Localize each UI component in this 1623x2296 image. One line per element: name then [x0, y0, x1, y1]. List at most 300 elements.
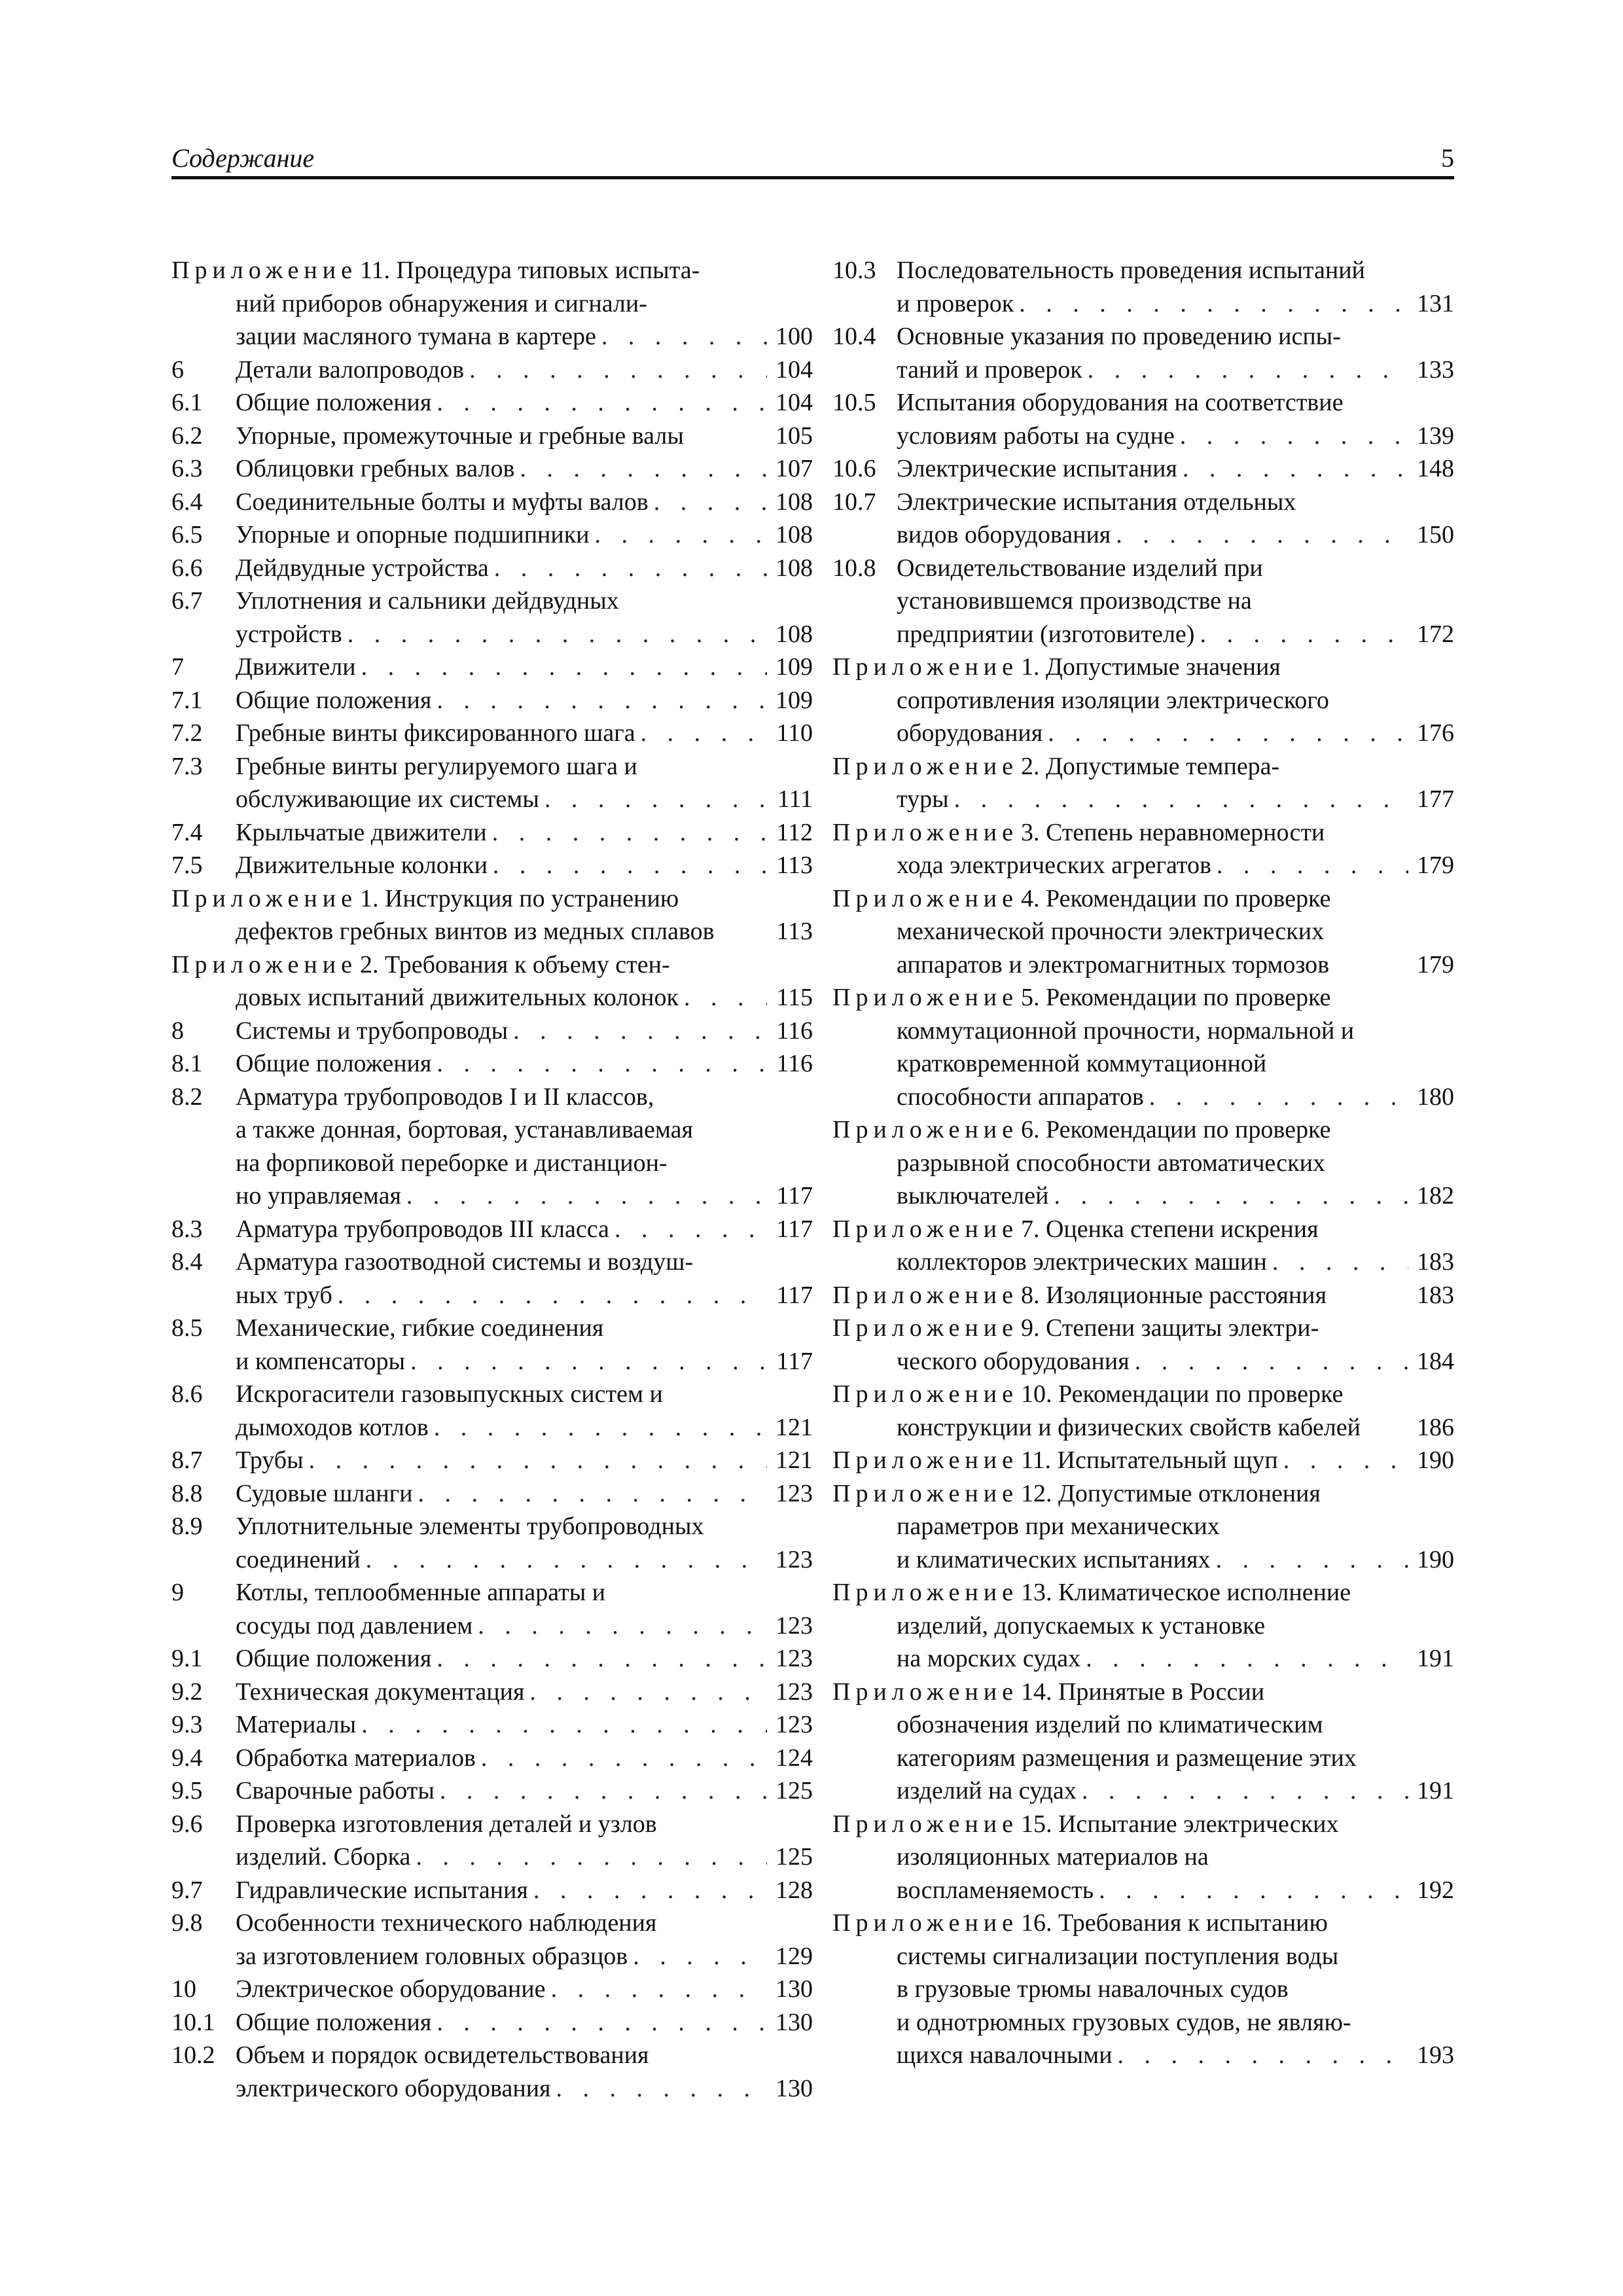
- entry-title: Последовательность проведения испытаний: [897, 257, 1365, 284]
- page-ref: 190: [1417, 1446, 1454, 1474]
- entry-title: изоляционных материалов на: [897, 1843, 1209, 1871]
- toc-line: [171, 420, 813, 453]
- toc-line: [171, 1113, 813, 1147]
- entry-title: таний и проверок: [897, 355, 1082, 384]
- appendix-label: Приложение: [832, 818, 1018, 846]
- entry-title: дымоходов котлов: [236, 1413, 429, 1441]
- dot-leader: [546, 1973, 767, 2006]
- section-number: 10: [171, 1975, 196, 2003]
- toc-line: [171, 486, 813, 519]
- section-number: 9.6: [171, 1810, 203, 1838]
- toc-line: [171, 386, 813, 420]
- dot-leader: [609, 1213, 767, 1246]
- toc-line: [171, 254, 813, 287]
- appendix-label: Приложение: [171, 884, 357, 912]
- section-number: 8: [171, 1016, 184, 1045]
- entry-title: Движители: [236, 653, 356, 681]
- page-ref: 172: [1417, 620, 1454, 648]
- entry-title: 1. Допустимые значения: [1020, 653, 1281, 681]
- entry-title: видов оборудования: [897, 521, 1111, 548]
- entry-title: 9. Степени защиты электри-: [1020, 1314, 1319, 1342]
- dot-leader: [508, 1014, 767, 1048]
- toc-line: [171, 1676, 813, 1709]
- section-number: 7.2: [171, 719, 203, 747]
- entry-title: ных труб: [236, 1281, 332, 1309]
- toc-line: [832, 684, 1454, 717]
- toc-line: [171, 1907, 813, 1940]
- entry-title: 10. Рекомендации по проверке: [1020, 1380, 1344, 1408]
- entry-title: 1. Инструкция по устранению: [359, 884, 679, 912]
- page-ref: 177: [1417, 785, 1454, 813]
- section-number: 8.9: [171, 1513, 203, 1540]
- entry-title: туры: [897, 785, 949, 813]
- section-number: 10.4: [832, 323, 876, 350]
- toc-line: [171, 1973, 813, 2006]
- dot-leader: [356, 651, 767, 684]
- section-number: 8.2: [171, 1083, 203, 1111]
- dot-leader: [431, 386, 767, 420]
- entry-title: Механические, гибкие соединения: [236, 1314, 604, 1342]
- section-number: 9.8: [171, 1909, 203, 1937]
- entry-title: Испытания оборудования на соответствие: [897, 389, 1344, 416]
- appendix-label: Приложение: [832, 984, 1018, 1011]
- entry-title: сосуды под давлением: [236, 1611, 473, 1640]
- section-number: 6: [171, 355, 184, 384]
- page-ref: 108: [776, 488, 813, 516]
- toc-line: [832, 584, 1454, 618]
- entry-title: Общие положения: [236, 389, 432, 416]
- entry-title: Электрические испытания: [897, 455, 1177, 482]
- toc-line: [171, 1642, 813, 1676]
- toc-line: [171, 1047, 813, 1081]
- entry-title: 3. Степень неравномерности: [1020, 818, 1325, 846]
- page-ref: 131: [1417, 289, 1454, 317]
- toc-line: [832, 1047, 1454, 1081]
- section-number: 9.1: [171, 1645, 203, 1672]
- entry-title: коммутационной прочности, нормальной и: [897, 1016, 1355, 1045]
- toc-line: [832, 1840, 1454, 1874]
- section-number: 10.2: [171, 2041, 215, 2069]
- toc-line: [832, 1907, 1454, 1940]
- section-number: 10.8: [832, 554, 876, 582]
- toc-line: [832, 981, 1454, 1014]
- dot-leader: [1144, 1081, 1408, 1114]
- entry-title: способности аппаратов: [897, 1083, 1144, 1111]
- entry-title: 4. Рекомендации по проверке: [1020, 884, 1331, 912]
- dot-leader: [1210, 1543, 1408, 1577]
- dot-leader: [487, 816, 767, 850]
- page-ref: 130: [776, 1975, 813, 2003]
- page-ref: 115: [776, 984, 813, 1011]
- toc-line: [171, 618, 813, 651]
- page-ref: 105: [776, 422, 813, 450]
- toc-line: [832, 882, 1454, 916]
- toc-line: [171, 717, 813, 750]
- entry-title: и однотрюмных грузовых судов, не являю-: [897, 2008, 1351, 2036]
- page-ref: 123: [776, 1645, 813, 1672]
- entry-title: Судовые шланги: [236, 1479, 413, 1507]
- entry-title: установившемся производстве на: [897, 587, 1252, 615]
- section-number: 8.3: [171, 1215, 203, 1243]
- page-ref: 176: [1417, 719, 1454, 747]
- toc-line: [832, 518, 1454, 552]
- toc-column-left: [171, 254, 813, 2105]
- toc-line: [832, 1477, 1454, 1511]
- toc-line: [832, 1940, 1454, 1973]
- appendix-label: Приложение: [832, 653, 1018, 681]
- dot-leader: [1111, 518, 1408, 552]
- toc-line: [832, 1642, 1454, 1676]
- section-number: 7.3: [171, 752, 203, 780]
- entry-title: 8. Изоляционные расстояния: [1020, 1281, 1327, 1309]
- toc-line: [171, 1477, 813, 1511]
- entry-title: Соединительные болты и муфты валов: [236, 488, 649, 516]
- entry-title: изделий на судах: [897, 1777, 1077, 1804]
- toc-line: [171, 750, 813, 783]
- toc-line: [832, 1213, 1454, 1246]
- toc-line: [171, 320, 813, 353]
- page-ref: 111: [777, 785, 813, 813]
- section-number: 9.4: [171, 1744, 203, 1772]
- section-number: 10.5: [832, 389, 876, 416]
- toc-line: [171, 849, 813, 882]
- entry-title: за изготовлением головных образцов: [236, 1942, 628, 1970]
- entry-title: 6. Рекомендации по проверке: [1020, 1116, 1331, 1143]
- entry-title: Сварочные работы: [236, 1777, 435, 1804]
- header-rule: [171, 176, 1454, 179]
- toc-line: [832, 1081, 1454, 1114]
- entry-title: но управляемая: [236, 1182, 401, 1210]
- entry-title: Крыльчатые движители: [236, 818, 487, 846]
- toc-line: [171, 1444, 813, 1477]
- dot-leader: [1278, 1444, 1408, 1477]
- entry-title: коллекторов электрических машин: [897, 1248, 1267, 1276]
- toc-line: [832, 948, 1454, 982]
- entry-title: Техническая документация: [236, 1677, 525, 1706]
- entry-title: Гидравлические испытания: [236, 1876, 528, 1904]
- dot-leader: [431, 1642, 767, 1676]
- page-ref: 139: [1417, 422, 1454, 450]
- toc-line: [171, 353, 813, 387]
- dot-leader: [410, 1840, 767, 1874]
- toc-line: [171, 2006, 813, 2039]
- toc-line: [832, 254, 1454, 287]
- entry-title: 7. Оценка степени искрения: [1020, 1215, 1319, 1243]
- appendix-label: Приложение: [832, 1810, 1018, 1838]
- dot-leader: [1077, 1774, 1408, 1808]
- toc-line: [832, 552, 1454, 585]
- page-ref: 184: [1417, 1347, 1454, 1375]
- page-ref: 123: [776, 1711, 813, 1738]
- dot-leader: [431, 2006, 767, 2039]
- section-number: 8.6: [171, 1380, 203, 1408]
- toc-line: [171, 1840, 813, 1874]
- page-ref: 130: [776, 2008, 813, 2036]
- entry-title: 12. Допустимые отклонения: [1020, 1479, 1321, 1507]
- entry-title: Особенности технического наблюдения: [236, 1909, 657, 1937]
- toc-line: [832, 486, 1454, 519]
- entry-title: Упорные, промежуточные и гребные валы: [236, 422, 684, 450]
- toc-line: [832, 717, 1454, 750]
- entry-title: Арматура газоотводной системы и воздуш-: [236, 1248, 694, 1276]
- page-ref: 124: [776, 1744, 813, 1772]
- toc-line: [832, 1246, 1454, 1279]
- toc-line: [171, 452, 813, 486]
- dot-leader: [429, 1411, 767, 1444]
- dot-leader: [1113, 2039, 1408, 2072]
- entry-title: ческого оборудования: [897, 1347, 1130, 1375]
- page-ref: 180: [1417, 1083, 1454, 1111]
- toc-line: [171, 1742, 813, 1775]
- toc-line: [171, 1411, 813, 1444]
- dot-leader: [1014, 287, 1408, 321]
- toc-line: [171, 552, 813, 585]
- toc-line: [832, 1708, 1454, 1742]
- toc-line: [832, 1411, 1454, 1444]
- page-ref: 125: [776, 1843, 813, 1871]
- dot-leader: [596, 320, 767, 353]
- section-number: 9.5: [171, 1777, 203, 1804]
- dot-leader: [1177, 452, 1408, 486]
- page-ref: 125: [776, 1777, 813, 1804]
- dot-leader: [401, 1179, 767, 1213]
- section-number: 6.3: [171, 455, 203, 482]
- section-number: 9.3: [171, 1711, 203, 1738]
- entry-title: а также донная, бортовая, устанавливаемая: [236, 1116, 694, 1143]
- dot-leader: [528, 1874, 767, 1907]
- page-ref: 130: [776, 2074, 813, 2102]
- appendix-label: Приложение: [832, 1314, 1018, 1342]
- entry-title: 2. Требования к объему стен-: [359, 950, 670, 978]
- dot-leader: [473, 1609, 767, 1643]
- dot-leader: [628, 1940, 767, 1973]
- section-number: 8.8: [171, 1479, 203, 1507]
- page-ref: 150: [1417, 521, 1454, 548]
- dot-leader: [489, 552, 767, 585]
- entry-title: Общие положения: [236, 1645, 432, 1672]
- toc-line: [171, 1147, 813, 1180]
- toc-line: [171, 1543, 813, 1577]
- dot-leader: [1043, 717, 1408, 750]
- page-number: 5: [1441, 143, 1454, 173]
- dot-leader: [431, 1047, 767, 1081]
- toc-line: [171, 1246, 813, 1279]
- toc-line: [171, 651, 813, 684]
- entry-title: Освидетельствование изделий при: [897, 554, 1263, 582]
- appendix-label: Приложение: [832, 1677, 1018, 1706]
- dot-leader: [356, 1708, 767, 1742]
- page-ref: 183: [1417, 1281, 1454, 1309]
- entry-title: Искрогасители газовыпускных систем и: [236, 1380, 663, 1408]
- entry-title: разрывной способности автоматических: [897, 1149, 1325, 1177]
- dot-leader: [1094, 1874, 1408, 1907]
- dot-leader: [405, 1345, 767, 1378]
- entry-title: Электрическое оборудование: [236, 1975, 546, 2003]
- toc-line: [832, 420, 1454, 453]
- entry-title: Упорные и опорные подшипники: [236, 521, 590, 548]
- section-number: 9: [171, 1579, 184, 1606]
- appendix-label: Приложение: [832, 1479, 1018, 1507]
- toc-line: [832, 1510, 1454, 1543]
- page-ref: 116: [776, 1050, 813, 1077]
- toc-line: [171, 584, 813, 618]
- toc-line: [832, 1312, 1454, 1345]
- toc-line: [171, 1940, 813, 1973]
- section-number: 8.7: [171, 1446, 203, 1474]
- dot-leader: [551, 2072, 767, 2106]
- appendix-label: Приложение: [832, 1281, 1018, 1309]
- dot-leader: [476, 1742, 767, 1775]
- page-ref: 128: [776, 1876, 813, 1904]
- appendix-label: Приложение: [832, 1116, 1018, 1143]
- entry-title: обозначения изделий по климатическим: [897, 1711, 1323, 1738]
- section-number: 8.4: [171, 1248, 203, 1276]
- dot-leader: [431, 684, 767, 717]
- entry-title: Системы и трубопроводы: [236, 1016, 508, 1045]
- running-title: Содержание: [171, 143, 315, 173]
- entry-title: 5. Рекомендации по проверке: [1020, 984, 1331, 1011]
- entry-title: 2. Допустимые темпера-: [1020, 752, 1280, 780]
- page-header: [171, 143, 1454, 178]
- toc-line: [171, 1708, 813, 1742]
- toc-line: [171, 948, 813, 982]
- toc-line: [832, 915, 1454, 948]
- dot-leader: [361, 1543, 767, 1577]
- dot-leader: [413, 1477, 767, 1511]
- entry-title: обслуживающие их системы: [236, 785, 539, 813]
- entry-title: Трубы: [236, 1446, 304, 1474]
- page-ref: 193: [1417, 2041, 1454, 2069]
- entry-title: 14. Принятые в России: [1020, 1677, 1265, 1706]
- entry-title: Гребные винты фиксированного шага: [236, 719, 635, 747]
- toc-line: [171, 684, 813, 717]
- page-ref: 133: [1417, 355, 1454, 384]
- page-ref: 123: [776, 1611, 813, 1640]
- toc-line: [832, 1874, 1454, 1907]
- toc-line: [832, 1742, 1454, 1775]
- toc-line: [832, 1676, 1454, 1709]
- page-ref: 121: [776, 1413, 813, 1441]
- entry-title: предприятии (изготовителе): [897, 620, 1195, 648]
- appendix-label: Приложение: [171, 257, 357, 284]
- dot-leader: [1194, 618, 1408, 651]
- page-ref: 179: [1417, 950, 1454, 978]
- toc-line: [832, 452, 1454, 486]
- entry-title: Облицовки гребных валов: [236, 455, 515, 482]
- entry-title: воспламеняемость: [897, 1876, 1094, 1904]
- page-ref: 182: [1417, 1182, 1454, 1210]
- toc-line: [171, 981, 813, 1014]
- toc-line: [171, 2039, 813, 2072]
- section-number: 10.3: [832, 257, 876, 284]
- entry-title: Основные указания по проведению испы-: [897, 323, 1341, 350]
- toc-line: [171, 2072, 813, 2106]
- page-ref: 123: [776, 1677, 813, 1706]
- entry-title: устройств: [236, 620, 342, 648]
- toc-line: [832, 353, 1454, 387]
- toc-line: [171, 1312, 813, 1345]
- toc-line: [832, 1609, 1454, 1643]
- toc-line: [171, 1510, 813, 1543]
- page-ref: 148: [1417, 455, 1454, 482]
- page-ref: 129: [776, 1942, 813, 1970]
- entry-title: Дейдвудные устройства: [236, 554, 489, 582]
- toc-line: [832, 1543, 1454, 1577]
- section-number: 8.5: [171, 1314, 203, 1342]
- dot-leader: [524, 1676, 767, 1709]
- toc-line: [171, 518, 813, 552]
- entry-title: Движительные колонки: [236, 852, 488, 879]
- entry-title: соединений: [236, 1545, 361, 1573]
- entry-title: 11. Испытательный щуп: [1020, 1446, 1278, 1474]
- toc-line: [171, 1774, 813, 1808]
- toc-line: [832, 2006, 1454, 2039]
- toc-line: [832, 783, 1454, 816]
- dot-leader: [1082, 353, 1408, 387]
- entry-title: Детали валопроводов: [236, 355, 465, 384]
- dot-leader: [1048, 1179, 1408, 1213]
- toc-line: [171, 1014, 813, 1048]
- entry-title: аппаратов и электромагнитных тормозов: [897, 950, 1330, 978]
- entry-title: сопротивления изоляции электрического: [897, 686, 1329, 714]
- entry-title: Общие положения: [236, 1050, 432, 1077]
- page-ref: 121: [776, 1446, 813, 1474]
- toc-line: [171, 882, 813, 916]
- toc-line: [832, 287, 1454, 321]
- toc-line: [832, 849, 1454, 882]
- toc-line: [171, 915, 813, 948]
- appendix-label: Приложение: [832, 1909, 1018, 1937]
- appendix-label: Приложение: [832, 884, 1018, 912]
- section-number: 9.2: [171, 1677, 203, 1706]
- entry-title: в грузовые трюмы навалочных судов: [897, 1975, 1289, 2003]
- appendix-label: Приложение: [832, 752, 1018, 780]
- toc-line: [832, 651, 1454, 684]
- entry-title: Гребные винты регулируемого шага и: [236, 752, 637, 780]
- entry-title: Общие положения: [236, 686, 432, 714]
- entry-title: Объем и порядок освидетельствования: [236, 2041, 649, 2069]
- entry-title: выключателей: [897, 1182, 1049, 1210]
- entry-title: на форпиковой переборке и дистанцион-: [236, 1149, 668, 1177]
- entry-title: щихся навалочными: [897, 2041, 1113, 2069]
- entry-title: ний приборов обнаружения и сигнали-: [236, 289, 647, 317]
- toc-line: [171, 1279, 813, 1312]
- toc-line: [171, 1576, 813, 1609]
- page-ref: 109: [776, 653, 813, 681]
- dot-leader: [1080, 1642, 1408, 1676]
- entry-title: Котлы, теплообменные аппараты и: [236, 1579, 606, 1606]
- toc-line: [171, 1213, 813, 1246]
- dot-leader: [1267, 1246, 1408, 1279]
- toc-line: [832, 1973, 1454, 2006]
- toc-line: [832, 1774, 1454, 1808]
- toc-line: [832, 1345, 1454, 1378]
- dot-leader: [949, 783, 1408, 816]
- page-ref: 117: [776, 1215, 813, 1243]
- dot-leader: [649, 486, 767, 519]
- toc-line: [171, 1808, 813, 1841]
- page-ref: 104: [776, 389, 813, 416]
- dot-leader: [304, 1444, 767, 1477]
- entry-title: категориям размещения и размещение этих: [897, 1744, 1357, 1772]
- page-ref: 107: [776, 455, 813, 482]
- page-ref: 123: [776, 1479, 813, 1507]
- entry-title: изделий. Сборка: [236, 1843, 411, 1871]
- entry-title: изделий, допускаемых к установке: [897, 1611, 1266, 1640]
- toc-line: [171, 1179, 813, 1213]
- page-ref: 112: [776, 818, 813, 846]
- entry-title: конструкции и физических свойств кабелей: [897, 1413, 1361, 1441]
